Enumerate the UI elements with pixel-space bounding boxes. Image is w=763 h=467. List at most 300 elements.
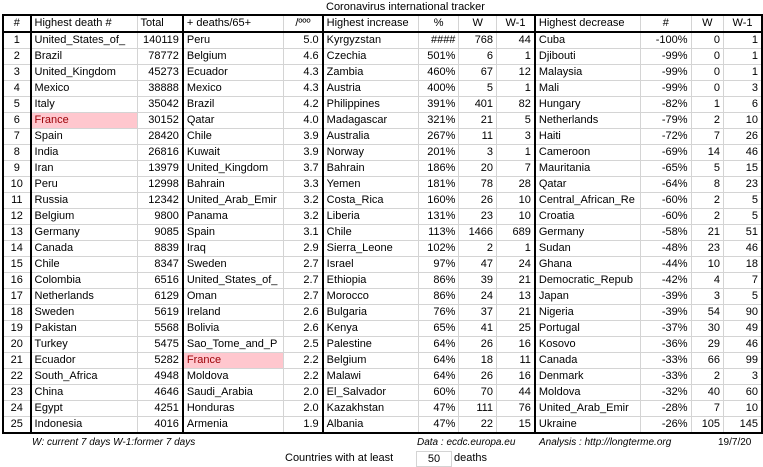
increase-pct-cell[interactable]: 64%: [418, 337, 459, 353]
per-capita-country-cell[interactable]: United_States_of_: [183, 273, 284, 289]
increase-country-cell[interactable]: Chile: [323, 225, 419, 241]
increase-w-cell[interactable]: 70: [459, 385, 497, 401]
decrease-w1-cell[interactable]: 51: [724, 225, 762, 241]
increase-pct-cell[interactable]: 400%: [418, 81, 459, 97]
per-capita-value-cell[interactable]: 2.7: [284, 257, 323, 273]
death-country-cell[interactable]: Peru: [31, 177, 137, 193]
decrease-country-cell[interactable]: Canada: [535, 353, 641, 369]
death-total-cell[interactable]: 35042: [137, 97, 183, 113]
increase-country-cell[interactable]: Bahrain: [323, 161, 419, 177]
decrease-pct-cell[interactable]: -33%: [641, 369, 691, 385]
decrease-pct-cell[interactable]: -48%: [641, 241, 691, 257]
decrease-country-cell[interactable]: Central_African_Re: [535, 193, 641, 209]
increase-pct-cell[interactable]: 60%: [418, 385, 459, 401]
death-total-cell[interactable]: 38888: [137, 81, 183, 97]
increase-w-cell[interactable]: 26: [459, 369, 497, 385]
decrease-country-cell[interactable]: Haiti: [535, 129, 641, 145]
increase-w-cell[interactable]: 2: [459, 241, 497, 257]
death-total-cell[interactable]: 12342: [137, 193, 183, 209]
increase-country-cell[interactable]: Belgium: [323, 353, 419, 369]
increase-w1-cell[interactable]: 1: [497, 145, 535, 161]
increase-country-cell[interactable]: Bulgaria: [323, 305, 419, 321]
decrease-pct-cell[interactable]: -42%: [641, 273, 691, 289]
per-capita-country-cell[interactable]: Spain: [183, 225, 284, 241]
rank-cell[interactable]: 11: [3, 193, 31, 209]
decrease-pct-cell[interactable]: -100%: [641, 32, 691, 49]
decrease-country-cell[interactable]: Malaysia: [535, 65, 641, 81]
per-capita-country-cell[interactable]: Chile: [183, 129, 284, 145]
decrease-w-cell[interactable]: 66: [691, 353, 724, 369]
decrease-country-cell[interactable]: Mali: [535, 81, 641, 97]
per-capita-country-cell[interactable]: Bahrain: [183, 177, 284, 193]
death-country-cell[interactable]: Turkey: [31, 337, 137, 353]
decrease-w-cell[interactable]: 10: [691, 257, 724, 273]
decrease-w-cell[interactable]: 4: [691, 273, 724, 289]
increase-w-cell[interactable]: 78: [459, 177, 497, 193]
increase-country-cell[interactable]: Kazakhstan: [323, 401, 419, 417]
decrease-country-cell[interactable]: Germany: [535, 225, 641, 241]
death-total-cell[interactable]: 6516: [137, 273, 183, 289]
increase-country-cell[interactable]: Czechia: [323, 49, 419, 65]
decrease-w-cell[interactable]: 30: [691, 321, 724, 337]
increase-w-cell[interactable]: 11: [459, 129, 497, 145]
increase-w-cell[interactable]: 47: [459, 257, 497, 273]
rank-cell[interactable]: 13: [3, 225, 31, 241]
decrease-w-cell[interactable]: 40: [691, 385, 724, 401]
decrease-country-cell[interactable]: Croatia: [535, 209, 641, 225]
per-capita-country-cell[interactable]: Sao_Tome_and_P: [183, 337, 284, 353]
rank-cell[interactable]: 4: [3, 81, 31, 97]
decrease-w-cell[interactable]: 2: [691, 209, 724, 225]
increase-pct-cell[interactable]: 65%: [418, 321, 459, 337]
per-capita-country-cell[interactable]: Belgium: [183, 49, 284, 65]
per-capita-value-cell[interactable]: 3.7: [284, 161, 323, 177]
increase-pct-cell[interactable]: 76%: [418, 305, 459, 321]
death-country-cell[interactable]: Indonesia: [31, 417, 137, 434]
per-capita-country-cell[interactable]: Sweden: [183, 257, 284, 273]
decrease-country-cell[interactable]: Portugal: [535, 321, 641, 337]
per-capita-value-cell[interactable]: 4.2: [284, 97, 323, 113]
increase-w1-cell[interactable]: 21: [497, 273, 535, 289]
increase-w1-cell[interactable]: 689: [497, 225, 535, 241]
decrease-pct-cell[interactable]: -26%: [641, 417, 691, 434]
per-capita-value-cell[interactable]: 2.9: [284, 241, 323, 257]
rank-cell[interactable]: 18: [3, 305, 31, 321]
decrease-w1-cell[interactable]: 145: [724, 417, 762, 434]
per-capita-value-cell[interactable]: 2.7: [284, 273, 323, 289]
increase-w1-cell[interactable]: 15: [497, 417, 535, 434]
rank-cell[interactable]: 2: [3, 49, 31, 65]
decrease-w-cell[interactable]: 2: [691, 369, 724, 385]
increase-pct-cell[interactable]: 86%: [418, 273, 459, 289]
increase-w-cell[interactable]: 6: [459, 49, 497, 65]
increase-w1-cell[interactable]: 13: [497, 289, 535, 305]
increase-pct-cell[interactable]: 64%: [418, 353, 459, 369]
decrease-pct-cell[interactable]: -79%: [641, 113, 691, 129]
decrease-pct-cell[interactable]: -39%: [641, 305, 691, 321]
per-capita-value-cell[interactable]: 2.6: [284, 305, 323, 321]
rank-cell[interactable]: 16: [3, 273, 31, 289]
per-capita-country-cell[interactable]: Qatar: [183, 113, 284, 129]
increase-w1-cell[interactable]: 3: [497, 129, 535, 145]
decrease-w-cell[interactable]: 8: [691, 177, 724, 193]
rank-cell[interactable]: 3: [3, 65, 31, 81]
per-capita-country-cell[interactable]: United_Arab_Emir: [183, 193, 284, 209]
death-country-cell[interactable]: Colombia: [31, 273, 137, 289]
increase-pct-cell[interactable]: 86%: [418, 289, 459, 305]
death-total-cell[interactable]: 4948: [137, 369, 183, 385]
death-total-cell[interactable]: 5619: [137, 305, 183, 321]
death-country-cell[interactable]: Netherlands: [31, 289, 137, 305]
increase-w-cell[interactable]: 21: [459, 113, 497, 129]
increase-country-cell[interactable]: Zambia: [323, 65, 419, 81]
increase-country-cell[interactable]: Palestine: [323, 337, 419, 353]
increase-w1-cell[interactable]: 25: [497, 321, 535, 337]
decrease-w1-cell[interactable]: 46: [724, 241, 762, 257]
increase-country-cell[interactable]: El_Salvador: [323, 385, 419, 401]
rank-cell[interactable]: 17: [3, 289, 31, 305]
death-country-cell[interactable]: United_States_of_: [31, 32, 137, 49]
death-country-cell[interactable]: Iran: [31, 161, 137, 177]
decrease-w1-cell[interactable]: 5: [724, 209, 762, 225]
increase-w-cell[interactable]: 24: [459, 289, 497, 305]
decrease-w-cell[interactable]: 7: [691, 401, 724, 417]
decrease-country-cell[interactable]: Ghana: [535, 257, 641, 273]
increase-pct-cell[interactable]: 131%: [418, 209, 459, 225]
death-total-cell[interactable]: 4646: [137, 385, 183, 401]
per-capita-value-cell[interactable]: 2.5: [284, 337, 323, 353]
decrease-w-cell[interactable]: 3: [691, 289, 724, 305]
increase-w1-cell[interactable]: 21: [497, 305, 535, 321]
decrease-w-cell[interactable]: 0: [691, 49, 724, 65]
rank-cell[interactable]: 14: [3, 241, 31, 257]
decrease-w-cell[interactable]: 5: [691, 161, 724, 177]
death-country-cell[interactable]: Germany: [31, 225, 137, 241]
decrease-pct-cell[interactable]: -37%: [641, 321, 691, 337]
death-total-cell[interactable]: 8347: [137, 257, 183, 273]
decrease-country-cell[interactable]: Denmark: [535, 369, 641, 385]
decrease-w1-cell[interactable]: 18: [724, 257, 762, 273]
per-capita-value-cell[interactable]: 2.0: [284, 385, 323, 401]
increase-country-cell[interactable]: Austria: [323, 81, 419, 97]
rank-cell[interactable]: 6: [3, 113, 31, 129]
decrease-pct-cell[interactable]: -99%: [641, 81, 691, 97]
death-country-cell[interactable]: Russia: [31, 193, 137, 209]
increase-w1-cell[interactable]: 16: [497, 369, 535, 385]
increase-w-cell[interactable]: 22: [459, 417, 497, 434]
increase-w1-cell[interactable]: 10: [497, 193, 535, 209]
decrease-country-cell[interactable]: Kosovo: [535, 337, 641, 353]
decrease-pct-cell[interactable]: -82%: [641, 97, 691, 113]
decrease-country-cell[interactable]: Ukraine: [535, 417, 641, 434]
increase-w-cell[interactable]: 768: [459, 32, 497, 49]
decrease-country-cell[interactable]: Cuba: [535, 32, 641, 49]
increase-w-cell[interactable]: 401: [459, 97, 497, 113]
increase-pct-cell[interactable]: 267%: [418, 129, 459, 145]
per-capita-country-cell[interactable]: Moldova: [183, 369, 284, 385]
decrease-w-cell[interactable]: 0: [691, 65, 724, 81]
threshold-input[interactable]: 50: [416, 451, 452, 467]
increase-w1-cell[interactable]: 28: [497, 177, 535, 193]
increase-w1-cell[interactable]: 1: [497, 49, 535, 65]
increase-country-cell[interactable]: Madagascar: [323, 113, 419, 129]
per-capita-value-cell[interactable]: 4.6: [284, 49, 323, 65]
increase-w-cell[interactable]: 26: [459, 337, 497, 353]
per-capita-value-cell[interactable]: 5.0: [284, 32, 323, 49]
decrease-w1-cell[interactable]: 7: [724, 273, 762, 289]
increase-pct-cell[interactable]: 181%: [418, 177, 459, 193]
increase-w1-cell[interactable]: 16: [497, 337, 535, 353]
rank-cell[interactable]: 9: [3, 161, 31, 177]
decrease-pct-cell[interactable]: -64%: [641, 177, 691, 193]
increase-pct-cell[interactable]: 391%: [418, 97, 459, 113]
per-capita-value-cell[interactable]: 1.9: [284, 417, 323, 434]
per-capita-country-cell[interactable]: Honduras: [183, 401, 284, 417]
decrease-w1-cell[interactable]: 90: [724, 305, 762, 321]
increase-w-cell[interactable]: 37: [459, 305, 497, 321]
death-total-cell[interactable]: 4016: [137, 417, 183, 434]
decrease-pct-cell[interactable]: -69%: [641, 145, 691, 161]
per-capita-value-cell[interactable]: 4.0: [284, 113, 323, 129]
decrease-w-cell[interactable]: 29: [691, 337, 724, 353]
decrease-pct-cell[interactable]: -58%: [641, 225, 691, 241]
increase-country-cell[interactable]: Sierra_Leone: [323, 241, 419, 257]
death-total-cell[interactable]: 45273: [137, 65, 183, 81]
increase-w1-cell[interactable]: 11: [497, 353, 535, 369]
per-capita-value-cell[interactable]: 4.3: [284, 65, 323, 81]
decrease-w1-cell[interactable]: 3: [724, 81, 762, 97]
rank-cell[interactable]: 1: [3, 32, 31, 49]
death-total-cell[interactable]: 26816: [137, 145, 183, 161]
increase-pct-cell[interactable]: 64%: [418, 369, 459, 385]
per-capita-country-cell[interactable]: Ireland: [183, 305, 284, 321]
per-capita-value-cell[interactable]: 2.6: [284, 321, 323, 337]
rank-cell[interactable]: 25: [3, 417, 31, 434]
death-total-cell[interactable]: 30152: [137, 113, 183, 129]
increase-pct-cell[interactable]: 460%: [418, 65, 459, 81]
increase-pct-cell[interactable]: 97%: [418, 257, 459, 273]
increase-w-cell[interactable]: 111: [459, 401, 497, 417]
decrease-w1-cell[interactable]: 10: [724, 113, 762, 129]
increase-w-cell[interactable]: 5: [459, 81, 497, 97]
decrease-country-cell[interactable]: Democratic_Repub: [535, 273, 641, 289]
decrease-w1-cell[interactable]: 1: [724, 65, 762, 81]
death-total-cell[interactable]: 78772: [137, 49, 183, 65]
decrease-country-cell[interactable]: Sudan: [535, 241, 641, 257]
rank-cell[interactable]: 20: [3, 337, 31, 353]
per-capita-country-cell[interactable]: United_Kingdom: [183, 161, 284, 177]
decrease-country-cell[interactable]: Nigeria: [535, 305, 641, 321]
increase-pct-cell[interactable]: 102%: [418, 241, 459, 257]
decrease-w-cell[interactable]: 0: [691, 81, 724, 97]
decrease-w1-cell[interactable]: 49: [724, 321, 762, 337]
per-capita-value-cell[interactable]: 2.2: [284, 353, 323, 369]
rank-cell[interactable]: 7: [3, 129, 31, 145]
decrease-w1-cell[interactable]: 46: [724, 337, 762, 353]
death-total-cell[interactable]: 5282: [137, 353, 183, 369]
decrease-w-cell[interactable]: 1: [691, 97, 724, 113]
increase-pct-cell[interactable]: ####: [418, 32, 459, 49]
increase-w1-cell[interactable]: 7: [497, 161, 535, 177]
death-country-cell[interactable]: Belgium: [31, 209, 137, 225]
per-capita-country-cell[interactable]: Armenia: [183, 417, 284, 434]
per-capita-country-cell[interactable]: Ecuador: [183, 65, 284, 81]
increase-w-cell[interactable]: 20: [459, 161, 497, 177]
decrease-pct-cell[interactable]: -99%: [641, 49, 691, 65]
death-total-cell[interactable]: 8839: [137, 241, 183, 257]
per-capita-value-cell[interactable]: 3.9: [284, 129, 323, 145]
decrease-country-cell[interactable]: Moldova: [535, 385, 641, 401]
death-country-cell[interactable]: Chile: [31, 257, 137, 273]
per-capita-country-cell[interactable]: Saudi_Arabia: [183, 385, 284, 401]
rank-cell[interactable]: 23: [3, 385, 31, 401]
increase-w1-cell[interactable]: 24: [497, 257, 535, 273]
increase-country-cell[interactable]: Albania: [323, 417, 419, 434]
per-capita-value-cell[interactable]: 2.2: [284, 369, 323, 385]
rank-cell[interactable]: 21: [3, 353, 31, 369]
increase-country-cell[interactable]: Norway: [323, 145, 419, 161]
decrease-pct-cell[interactable]: -44%: [641, 257, 691, 273]
increase-country-cell[interactable]: Ethiopia: [323, 273, 419, 289]
death-country-cell[interactable]: Canada: [31, 241, 137, 257]
decrease-country-cell[interactable]: United_Arab_Emir: [535, 401, 641, 417]
increase-pct-cell[interactable]: 201%: [418, 145, 459, 161]
decrease-country-cell[interactable]: Qatar: [535, 177, 641, 193]
death-total-cell[interactable]: 140119: [137, 32, 183, 49]
increase-country-cell[interactable]: Kyrgyzstan: [323, 32, 419, 49]
increase-country-cell[interactable]: Israel: [323, 257, 419, 273]
decrease-w-cell[interactable]: 14: [691, 145, 724, 161]
increase-country-cell[interactable]: Yemen: [323, 177, 419, 193]
increase-pct-cell[interactable]: 47%: [418, 401, 459, 417]
decrease-w-cell[interactable]: 2: [691, 113, 724, 129]
increase-pct-cell[interactable]: 501%: [418, 49, 459, 65]
death-total-cell[interactable]: 9085: [137, 225, 183, 241]
death-country-cell[interactable]: France: [31, 113, 137, 129]
rank-cell[interactable]: 12: [3, 209, 31, 225]
increase-w1-cell[interactable]: 44: [497, 32, 535, 49]
per-capita-country-cell[interactable]: Kuwait: [183, 145, 284, 161]
increase-w1-cell[interactable]: 82: [497, 97, 535, 113]
decrease-pct-cell[interactable]: -72%: [641, 129, 691, 145]
decrease-pct-cell[interactable]: -33%: [641, 353, 691, 369]
increase-pct-cell[interactable]: 47%: [418, 417, 459, 434]
decrease-w-cell[interactable]: 7: [691, 129, 724, 145]
decrease-w1-cell[interactable]: 60: [724, 385, 762, 401]
increase-w-cell[interactable]: 1466: [459, 225, 497, 241]
death-total-cell[interactable]: 6129: [137, 289, 183, 305]
death-country-cell[interactable]: Italy: [31, 97, 137, 113]
death-country-cell[interactable]: South_Africa: [31, 369, 137, 385]
death-total-cell[interactable]: 4251: [137, 401, 183, 417]
increase-w1-cell[interactable]: 1: [497, 241, 535, 257]
decrease-pct-cell[interactable]: -60%: [641, 209, 691, 225]
decrease-w-cell[interactable]: 23: [691, 241, 724, 257]
per-capita-value-cell[interactable]: 3.3: [284, 177, 323, 193]
decrease-pct-cell[interactable]: -65%: [641, 161, 691, 177]
death-country-cell[interactable]: Brazil: [31, 49, 137, 65]
death-country-cell[interactable]: Pakistan: [31, 321, 137, 337]
decrease-country-cell[interactable]: Mauritania: [535, 161, 641, 177]
increase-w-cell[interactable]: 26: [459, 193, 497, 209]
decrease-w1-cell[interactable]: 1: [724, 32, 762, 49]
increase-w1-cell[interactable]: 12: [497, 65, 535, 81]
decrease-country-cell[interactable]: Djibouti: [535, 49, 641, 65]
increase-country-cell[interactable]: Costa_Rica: [323, 193, 419, 209]
rank-cell[interactable]: 22: [3, 369, 31, 385]
per-capita-value-cell[interactable]: 3.2: [284, 209, 323, 225]
per-capita-value-cell[interactable]: 3.2: [284, 193, 323, 209]
increase-w-cell[interactable]: 39: [459, 273, 497, 289]
per-capita-country-cell[interactable]: Oman: [183, 289, 284, 305]
death-total-cell[interactable]: 28420: [137, 129, 183, 145]
increase-country-cell[interactable]: Philippines: [323, 97, 419, 113]
increase-w1-cell[interactable]: 5: [497, 113, 535, 129]
death-country-cell[interactable]: Sweden: [31, 305, 137, 321]
increase-pct-cell[interactable]: 186%: [418, 161, 459, 177]
increase-w-cell[interactable]: 23: [459, 209, 497, 225]
increase-w1-cell[interactable]: 44: [497, 385, 535, 401]
per-capita-country-cell[interactable]: Peru: [183, 32, 284, 49]
increase-w-cell[interactable]: 3: [459, 145, 497, 161]
per-capita-value-cell[interactable]: 3.1: [284, 225, 323, 241]
decrease-pct-cell[interactable]: -28%: [641, 401, 691, 417]
increase-pct-cell[interactable]: 160%: [418, 193, 459, 209]
death-country-cell[interactable]: China: [31, 385, 137, 401]
decrease-pct-cell[interactable]: -60%: [641, 193, 691, 209]
decrease-w1-cell[interactable]: 15: [724, 161, 762, 177]
decrease-w-cell[interactable]: 2: [691, 193, 724, 209]
rank-cell[interactable]: 24: [3, 401, 31, 417]
death-total-cell[interactable]: 13979: [137, 161, 183, 177]
decrease-w-cell[interactable]: 0: [691, 32, 724, 49]
decrease-w1-cell[interactable]: 23: [724, 177, 762, 193]
increase-w-cell[interactable]: 18: [459, 353, 497, 369]
rank-cell[interactable]: 15: [3, 257, 31, 273]
per-capita-value-cell[interactable]: 2.7: [284, 289, 323, 305]
decrease-w1-cell[interactable]: 6: [724, 97, 762, 113]
rank-cell[interactable]: 8: [3, 145, 31, 161]
death-country-cell[interactable]: United_Kingdom: [31, 65, 137, 81]
increase-w1-cell[interactable]: 10: [497, 209, 535, 225]
per-capita-country-cell[interactable]: France: [183, 353, 284, 369]
decrease-country-cell[interactable]: Hungary: [535, 97, 641, 113]
increase-pct-cell[interactable]: 321%: [418, 113, 459, 129]
increase-country-cell[interactable]: Morocco: [323, 289, 419, 305]
death-total-cell[interactable]: 9800: [137, 209, 183, 225]
decrease-w-cell[interactable]: 21: [691, 225, 724, 241]
decrease-country-cell[interactable]: Cameroon: [535, 145, 641, 161]
death-country-cell[interactable]: Mexico: [31, 81, 137, 97]
per-capita-country-cell[interactable]: Panama: [183, 209, 284, 225]
per-capita-country-cell[interactable]: Mexico: [183, 81, 284, 97]
per-capita-country-cell[interactable]: Bolivia: [183, 321, 284, 337]
decrease-w1-cell[interactable]: 99: [724, 353, 762, 369]
decrease-w1-cell[interactable]: 3: [724, 369, 762, 385]
decrease-w1-cell[interactable]: 10: [724, 401, 762, 417]
decrease-w-cell[interactable]: 54: [691, 305, 724, 321]
decrease-w1-cell[interactable]: 5: [724, 193, 762, 209]
death-country-cell[interactable]: Spain: [31, 129, 137, 145]
decrease-pct-cell[interactable]: -36%: [641, 337, 691, 353]
increase-country-cell[interactable]: Malawi: [323, 369, 419, 385]
decrease-pct-cell[interactable]: -39%: [641, 289, 691, 305]
death-total-cell[interactable]: 12998: [137, 177, 183, 193]
increase-w1-cell[interactable]: 1: [497, 81, 535, 97]
rank-cell[interactable]: 19: [3, 321, 31, 337]
per-capita-value-cell[interactable]: 2.0: [284, 401, 323, 417]
increase-country-cell[interactable]: Australia: [323, 129, 419, 145]
